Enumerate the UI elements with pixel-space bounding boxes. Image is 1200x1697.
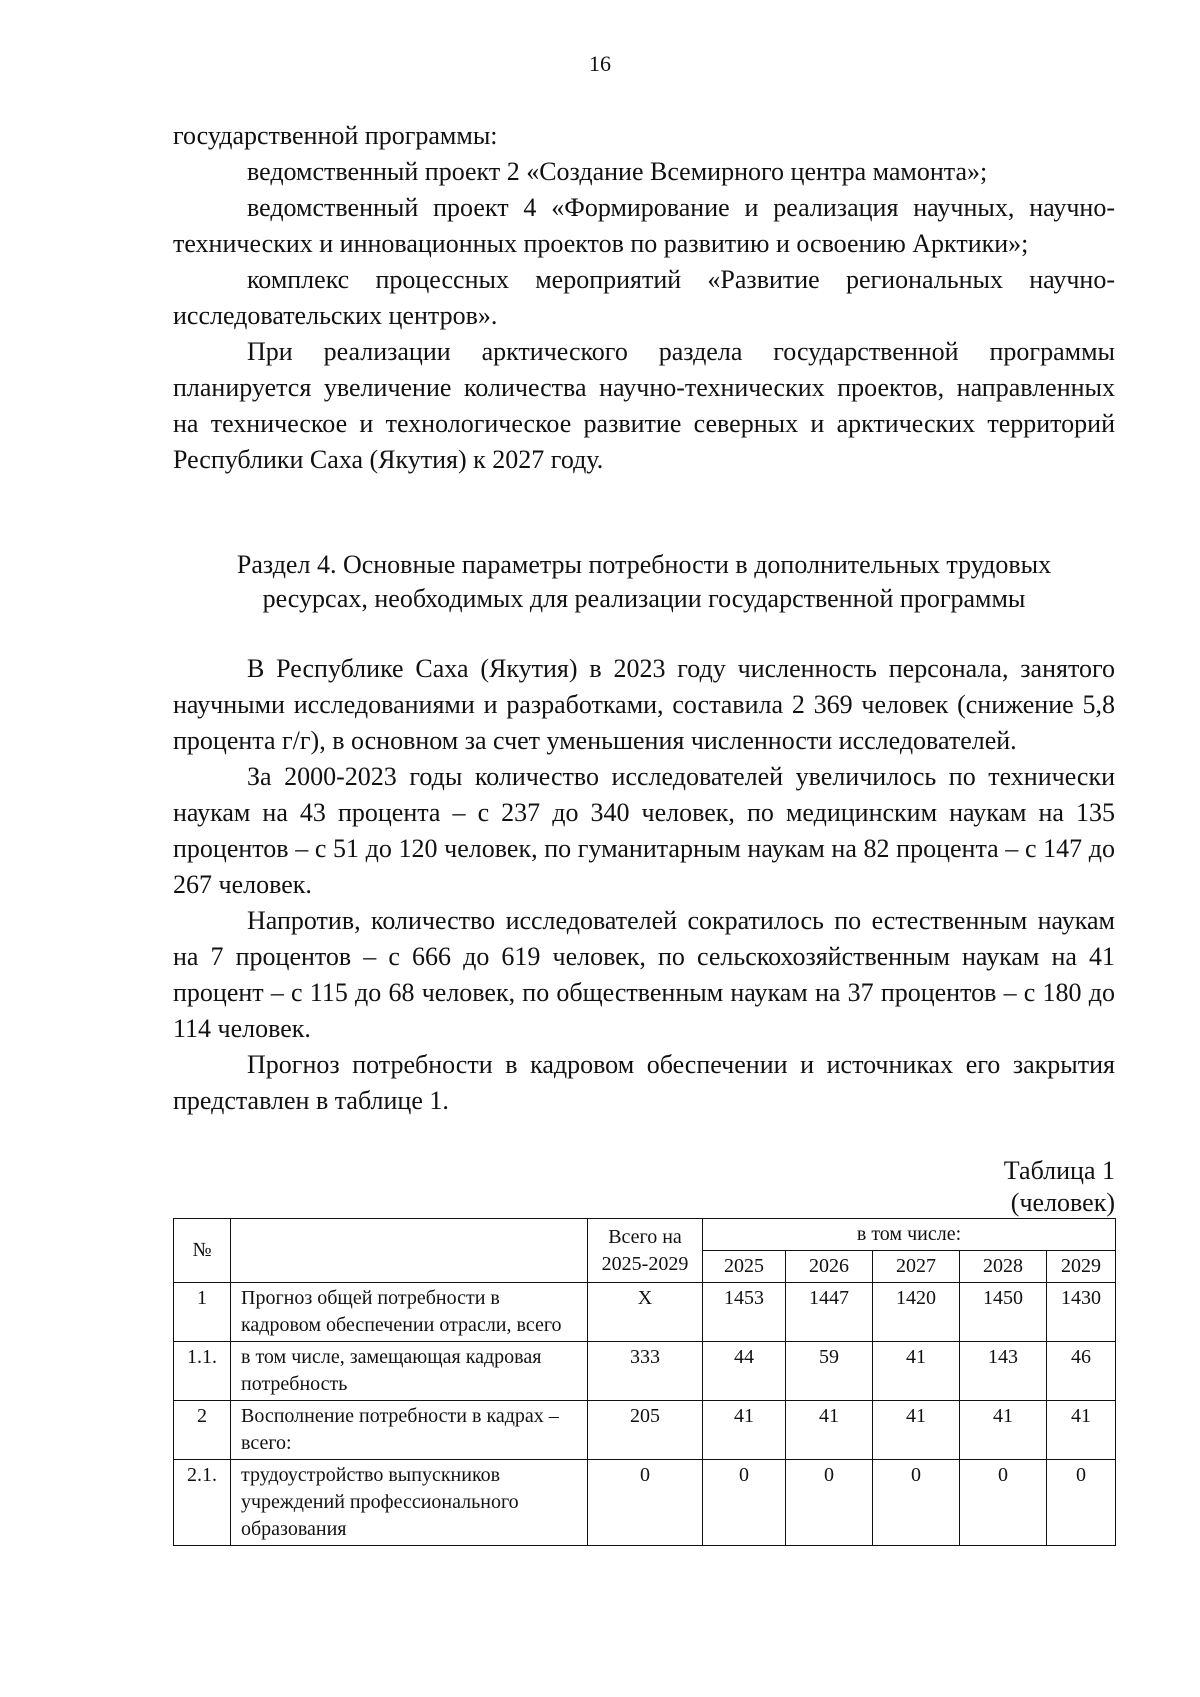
project4-item: ведомственный проект 4 «Формирование и реализация научных, научно-технических и инновационных проектов по развитию и освоению Арктики»; — [173, 193, 1115, 258]
table-header-row — [174, 1219, 1116, 1251]
header-year: 2029 — [1047, 1251, 1116, 1283]
table-row — [174, 1401, 1116, 1460]
header-num: № — [174, 1219, 231, 1283]
row-num: 1 — [174, 1283, 231, 1342]
header-total-line1: Всего на — [608, 1225, 682, 1248]
decrease-paragraph: Напротив, количество исследователей сократилось по естественным наукам на 7 процентов – с 666 до 619 человек, по сельскохозяйственным наукам на 41 процент – с 115 до 68 человек, по общественным наукам на 37 процентов – с 180 до 114 человек. — [173, 906, 1115, 1043]
project2-item: ведомственный проект 2 «Создание Всемирного центра мамонта»; — [247, 157, 988, 186]
intro-block — [173, 118, 1115, 478]
header-total — [588, 1219, 703, 1283]
row-value: 41 — [873, 1401, 960, 1460]
row-value: 1420 — [873, 1283, 960, 1342]
row-value: 41 — [873, 1342, 960, 1401]
table-unit: (человек) — [1010, 1188, 1115, 1217]
header-year: 2026 — [786, 1251, 873, 1283]
row-value: 0 — [786, 1460, 873, 1546]
section4-body — [173, 651, 1115, 1119]
increase-paragraph: За 2000-2023 годы количество исследователей увеличилось по технически наукам на 43 процента – с 237 до 340 человек, по медицинским наукам на 135 процентов – с 51 до 120 человек, по гуманитарным наукам на 82 процента – с 147 до 267 человек. — [173, 762, 1115, 899]
section-heading-line2: ресурсах, необходимых для реализации государственной программы — [262, 584, 1026, 613]
continuation-line: государственной программы: — [173, 121, 498, 150]
row-value: 46 — [1047, 1342, 1116, 1401]
row-value: 0 — [873, 1460, 960, 1546]
header-including: в том числе: — [703, 1219, 1116, 1251]
complex-item: комплекс процессных мероприятий «Развитие региональных научно-исследовательских центров». — [173, 265, 1115, 330]
table-row — [174, 1342, 1116, 1401]
header-label — [231, 1219, 588, 1283]
row-value: 41 — [960, 1401, 1047, 1460]
section-heading-line1: Раздел 4. Основные параметры потребности в дополнительных трудовых — [236, 550, 1052, 579]
header-year: 2025 — [703, 1251, 786, 1283]
section-heading — [173, 548, 1115, 616]
row-value: 1453 — [703, 1283, 786, 1342]
row-total: X — [588, 1283, 703, 1342]
row-value: 0 — [1047, 1460, 1116, 1546]
row-value: 1450 — [960, 1283, 1047, 1342]
row-value: 44 — [703, 1342, 786, 1401]
row-value: 143 — [960, 1342, 1047, 1401]
row-value: 0 — [703, 1460, 786, 1546]
row-value: 59 — [786, 1342, 873, 1401]
table-caption: Таблица 1 — [1003, 1156, 1115, 1185]
row-label: Восполнение потребности в кадрах – всего: — [231, 1401, 588, 1460]
row-label: Прогноз общей потребности в кадровом обеспечении отрасли, всего — [231, 1283, 588, 1342]
row-value: 0 — [960, 1460, 1047, 1546]
staffing-table — [173, 1218, 1116, 1546]
forecast-paragraph: Прогноз потребности в кадровом обеспечении и источниках его закрытия представлен в таблице 1. — [173, 1050, 1115, 1115]
row-value: 41 — [786, 1401, 873, 1460]
arctic-paragraph: При реализации арктического раздела государственной программы планируется увеличение количества научно-технических проектов, направленных на техническое и технологическое развитие северных и арктических территорий Республики Саха (Якутия) к 2027 году. — [173, 337, 1115, 474]
staff-paragraph: В Республике Саха (Якутия) в 2023 году численность персонала, занятого научными исследованиями и разработками, составила 2 369 человек (снижение 5,8 процента г/г), в основном за счет уменьшения численности исследователей. — [173, 654, 1115, 755]
row-num: 2 — [174, 1401, 231, 1460]
page-number: 16 — [589, 51, 611, 76]
table-row — [174, 1460, 1116, 1546]
row-value: 1430 — [1047, 1283, 1116, 1342]
row-label: трудоустройство выпускников учреждений профессионального образования — [231, 1460, 588, 1546]
row-value: 41 — [703, 1401, 786, 1460]
row-total: 0 — [588, 1460, 703, 1546]
row-num: 1.1. — [174, 1342, 231, 1401]
row-num: 2.1. — [174, 1460, 231, 1546]
header-year: 2027 — [873, 1251, 960, 1283]
row-value: 41 — [1047, 1401, 1116, 1460]
row-value: 1447 — [786, 1283, 873, 1342]
row-total: 205 — [588, 1401, 703, 1460]
row-total: 333 — [588, 1342, 703, 1401]
header-total-line2: 2025-2029 — [601, 1252, 689, 1275]
table-row — [174, 1283, 1116, 1342]
row-label: в том числе, замещающая кадровая потребность — [231, 1342, 588, 1401]
header-year: 2028 — [960, 1251, 1047, 1283]
